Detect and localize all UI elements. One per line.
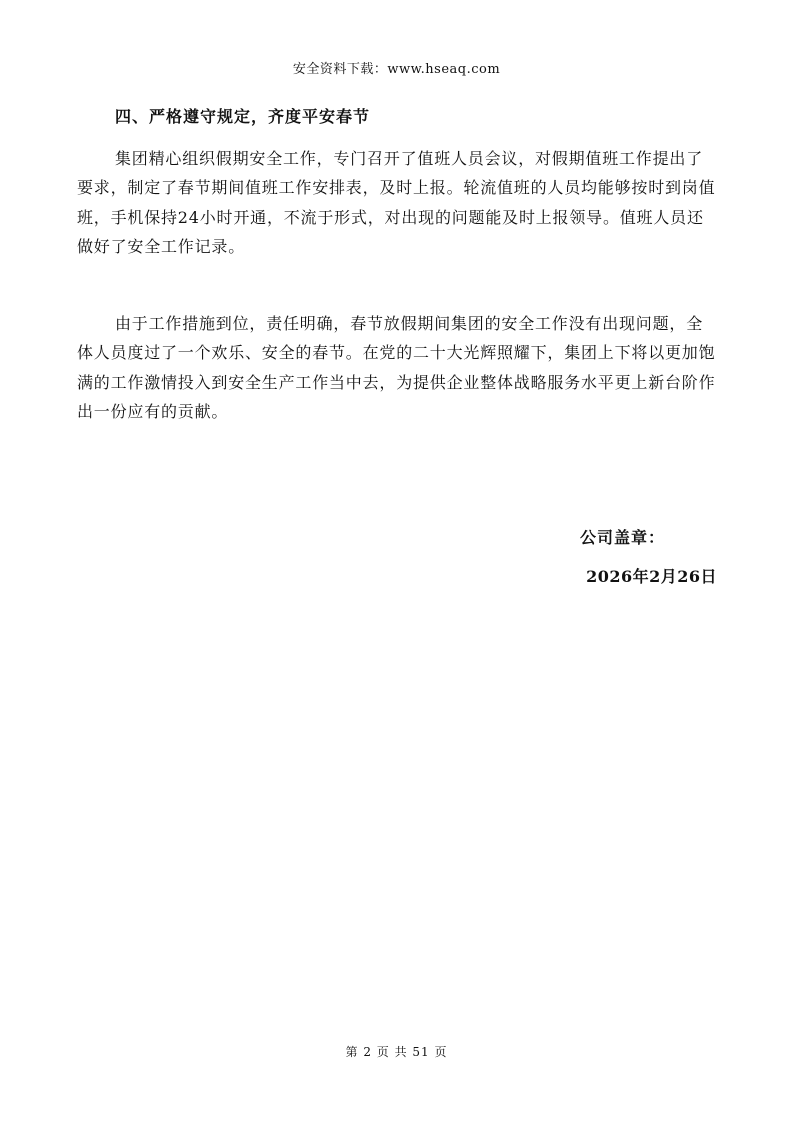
page-header: 安全资料下载：www.hseaq.com: [292, 62, 501, 77]
document-date: 2026年2月26日: [586, 567, 717, 586]
company-stamp-label: 公司盖章：: [580, 528, 666, 547]
body-paragraph-2: 由于工作措施到位，责任明确，春节放假期间集团的安全工作没有出现问题，全体人员度过了一个欢乐、安全的春节。在党的二十大光辉照耀下，集团上下将以更加饱满的工作激情投入到安全生产工作当中去，为提供企业整体战略服务水平更上新台阶作出一份应有的贡献。: [77, 314, 716, 422]
body-paragraph-1: 集团精心组织假期安全工作，专门召开了值班人员会议，对假期值班工作提出了要求，制定了春节期间值班工作安排表，及时上报。轮流值班的人员均能够按时到岗值班，手机保持24小时开通，不流于形式，对出现的问题能及时上报领导。值班人员还做好了安全工作记录。: [77, 149, 716, 257]
section-heading: 四、严格遵守规定，齐度平安春节: [115, 107, 371, 126]
page-number-footer: 第 2 页 共 51 页: [345, 1045, 448, 1059]
